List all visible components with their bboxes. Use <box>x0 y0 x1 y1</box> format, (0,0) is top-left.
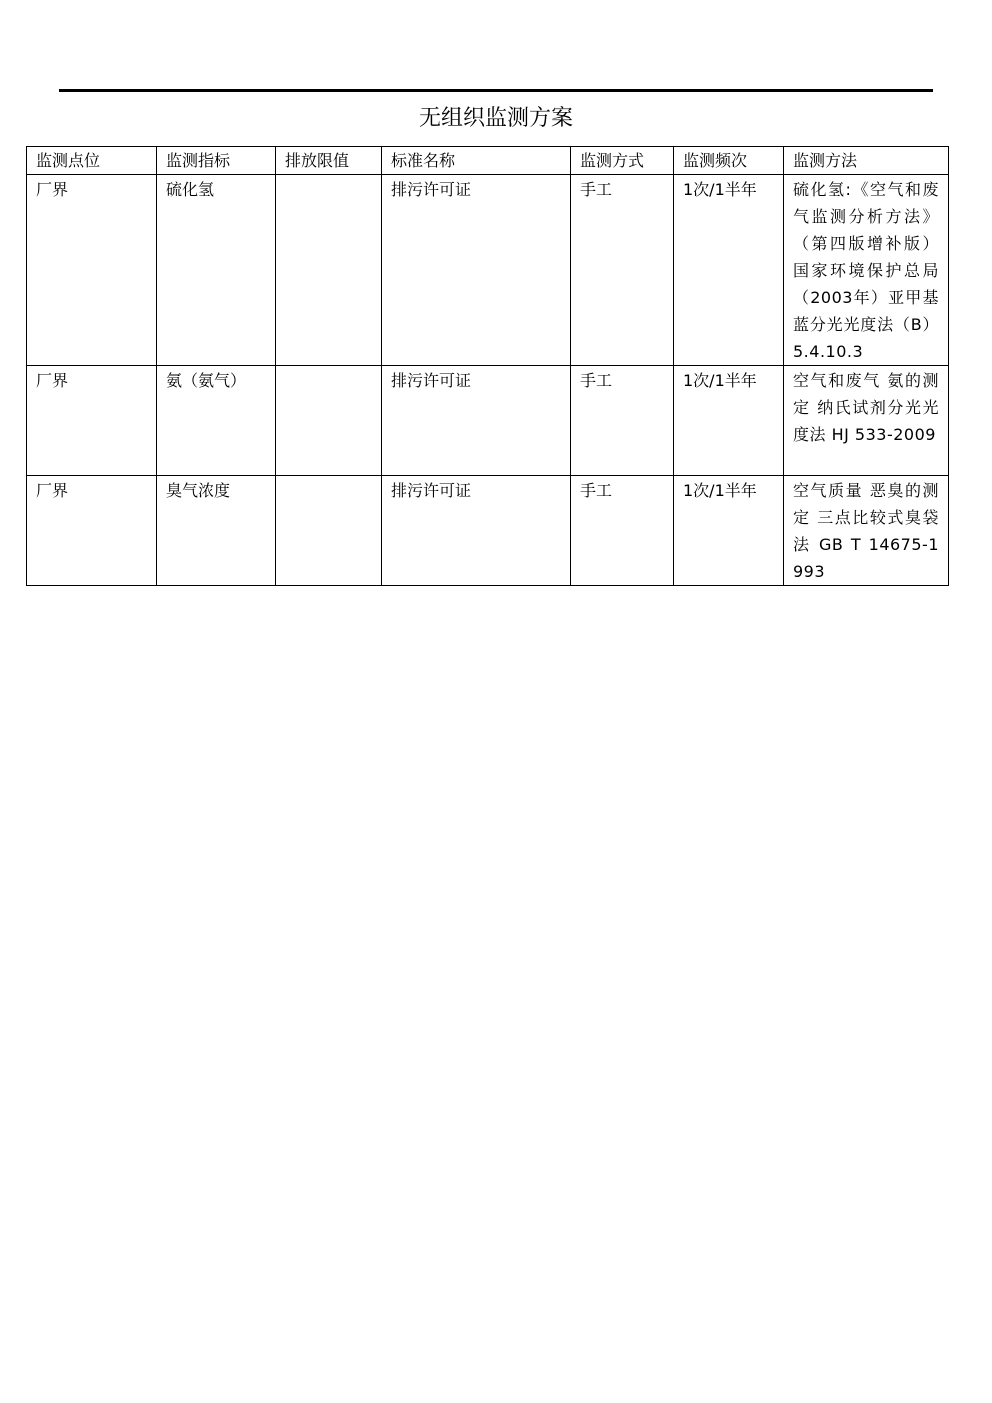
cell-mode: 手工 <box>571 476 674 586</box>
cell-indicator: 硫化氢 <box>157 175 276 366</box>
cell-limit <box>276 366 382 476</box>
table-row <box>27 366 949 476</box>
header-monitoring-point: 监测点位 <box>27 147 157 175</box>
cell-point: 厂界 <box>27 175 157 366</box>
table-row <box>27 175 949 366</box>
cell-point: 厂界 <box>27 366 157 476</box>
document-title: 无组织监测方案 <box>418 106 573 131</box>
cell-limit <box>276 175 382 366</box>
cell-limit <box>276 476 382 586</box>
cell-standard: 排污许可证 <box>382 175 571 366</box>
header-rule <box>59 89 933 92</box>
cell-frequency: 1次/1半年 <box>674 476 784 586</box>
header-monitoring-frequency: 监测频次 <box>674 147 784 175</box>
cell-point: 厂界 <box>27 476 157 586</box>
table-row <box>27 476 949 586</box>
cell-indicator: 氨（氨气） <box>157 366 276 476</box>
cell-method: 硫化氢:《空气和废气监测分析方法》（第四版增补版）国家环境保护总局（2003年）亚甲基蓝分光光度法（B）5.4.10.3 <box>784 175 949 366</box>
cell-mode: 手工 <box>571 366 674 476</box>
table-header-row <box>27 147 949 175</box>
header-standard-name: 标准名称 <box>382 147 571 175</box>
header-emission-limit: 排放限值 <box>276 147 382 175</box>
cell-frequency: 1次/1半年 <box>674 175 784 366</box>
cell-standard: 排污许可证 <box>382 476 571 586</box>
cell-mode: 手工 <box>571 175 674 366</box>
cell-standard: 排污许可证 <box>382 366 571 476</box>
header-monitoring-mode: 监测方式 <box>571 147 674 175</box>
header-monitoring-method: 监测方法 <box>784 147 949 175</box>
cell-frequency: 1次/1半年 <box>674 366 784 476</box>
monitoring-plan-table <box>26 146 949 586</box>
header-monitoring-indicator: 监测指标 <box>157 147 276 175</box>
cell-method: 空气质量 恶臭的测定 三点比较式臭袋法 GB T 14675-1993 <box>784 476 949 586</box>
cell-method: 空气和废气 氨的测定 纳氏试剂分光光度法 HJ 533-2009 <box>784 366 949 476</box>
cell-indicator: 臭气浓度 <box>157 476 276 586</box>
